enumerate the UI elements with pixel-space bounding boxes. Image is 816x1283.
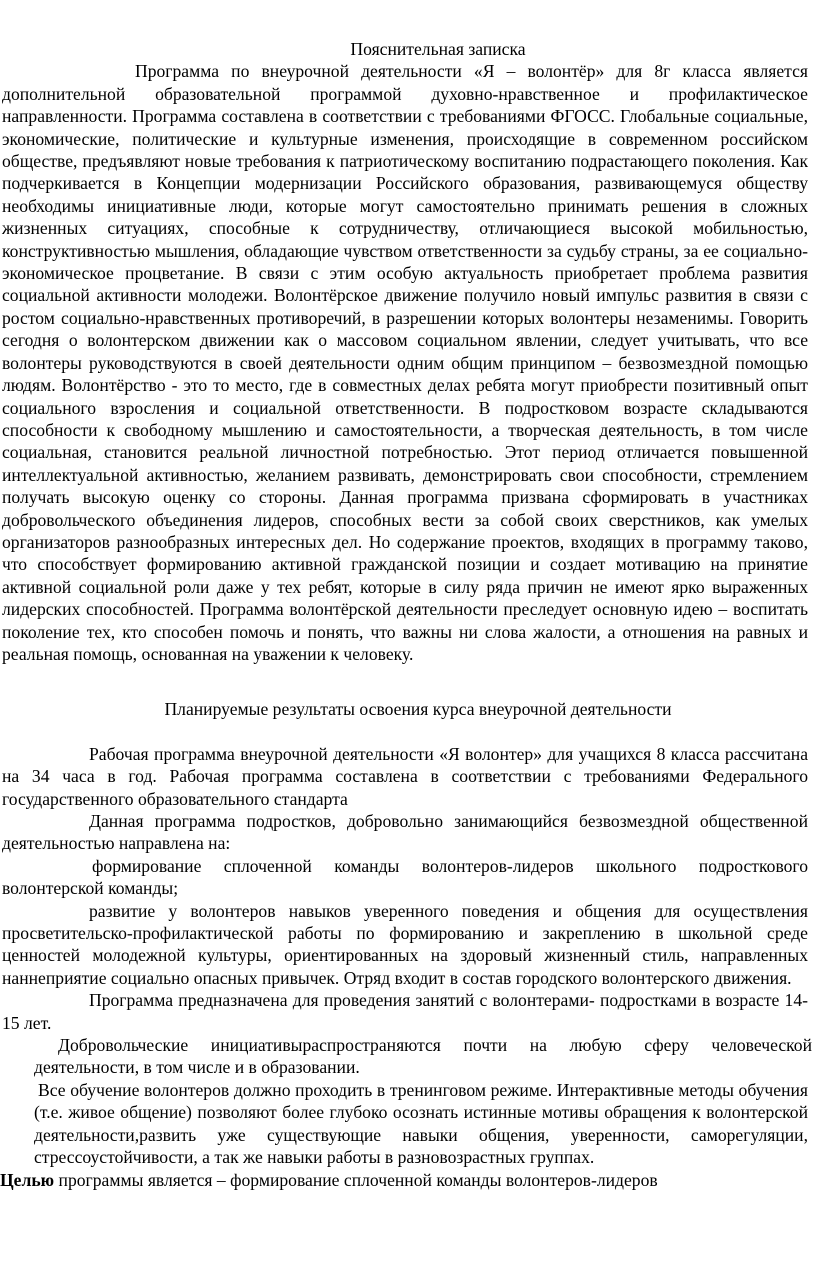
goal-label: Целью bbox=[0, 1169, 55, 1190]
volunteer-initiatives-paragraph: Добровольческие инициативыраспространяются почти на любую сферу человеческой деятельности, в том числе и в образовании. bbox=[34, 1035, 812, 1078]
teen-program-paragraph: Данная программа подростков, добровольно занимающийся безвозмездной общественной деятельностью направлена на: bbox=[2, 811, 808, 854]
section-title: Планируемые результаты освоения курса внеурочной деятельности bbox=[164, 699, 672, 720]
purpose-paragraph: Программа предназначена для проведения занятий с волонтерами- подростками в возрасте 14-15 лет. bbox=[2, 990, 808, 1033]
skills-development-paragraph: развитие у волонтеров навыков уверенного поведения и общения для осуществления просветительско-профилактической работы по формированию и закреплению в школьной среде ценностей молодежной культуры, ориентированных на здоровый жизненный стиль, направленных наннеприятие социально опасных привычек. Отряд входит в состав городского волонтерского движения. bbox=[2, 900, 808, 988]
goal-text: программы является – формирование сплоченной команды волонтеров-лидеров bbox=[54, 1169, 658, 1190]
intro-paragraph: Программа по внеурочной деятельности «Я – волонтёр» для 8г класса является дополнительной образовательной программой духовно-нравственное и профилактическое направленности. Программа составлена в соответствии с требованиями ФГОСС. Глобальные социальные, экономические, политические и культурные изменения, происходящие в современном российском обществе, предъявляют новые требования к патриотическому воспитанию подрастающего поколения. Как подчеркивается в Концепции модернизации Российского образования, развивающемуся обществу необходимы инициативные люди, которые могут самостоятельно принимать решения в сложных жизненных ситуациях, способные к сотрудничеству, отличающиеся высокой мобильностью, конструктивностью мышления, обладающие чувством ответственности за судьбу страны, за ее социально-экономическое процветание. В связи с этим особую актуальность приобретает проблема развития социальной активности молодежи. Волонтёрское движение получило новый импульс развития в связи с ростом социально-нравственных противоречий, в разрешении которых волонтеры незаменимы. Говорить сегодня о волонтерском движении как о массовом социальном явлении, следует учитывать, что все волонтеры руководствуются в своей деятельности одним общим принципом – безвозмездной помощью людям. Волонтёрство - это то место, где в совместных делах ребята могут приобрести позитивный опыт социального взросления и социальной ответственности. В подростковом возрасте складываются способности к свободному мышлению и самостоятельности, а творческая деятельность, в том числе социальная, становится реальной личностной потребностью. Этот период отличается повышенной интеллектуальной активностью, желанием развивать, демонстрировать свои способности, стремлением получать высокую оценку со стороны. Данная программа призвана сформировать в участниках добровольческого объединения лидеров, способных вести за собой своих сверстников, как умелых организаторов разнообразных интересных дел. Но содержание проектов, входящих в программу таково, что способствует формированию активной гражданской позиции и создает мотивацию на принятие активной социальной роли даже у тех ребят, которые в силу ряда причин не имеют ярко выраженных лидерских способностей. Программа волонтёрской деятельности преследует основную идею – воспитать поколение тех, кто способен помочь и понять, что важны ни слова жалости, а отношения на равных и реальная помощь, основанная на уважении к человеку. bbox=[2, 61, 808, 664]
training-paragraph: Все обучение волонтеров должно проходить в тренинговом режиме. Интерактивные методы обучения (т.е. живое общение) позволяют более глубоко осознать истинные мотивы обращения к волонтерской деятельности,развить уже существующие навыки общения, уверенности, саморегуляции, стрессоустойчивости, а так же навыки работы в разновозрастных группах. bbox=[34, 1079, 808, 1168]
work-program-paragraph: Рабочая программа внеурочной деятельности «Я волонтер» для учащихся 8 класса рассчитана на 34 часа в год. Рабочая программа составлена в соответствии с требованиями Федерального государственного образовательного стандарта bbox=[2, 743, 808, 809]
goal-paragraph bbox=[0, 1169, 816, 1191]
team-formation-paragraph: формирование сплоченной команды волонтеров-лидеров школьного подросткового волонтерской команды; bbox=[2, 855, 808, 899]
document-page bbox=[0, 38, 816, 1191]
document-title: Пояснительная записка bbox=[350, 39, 526, 59]
